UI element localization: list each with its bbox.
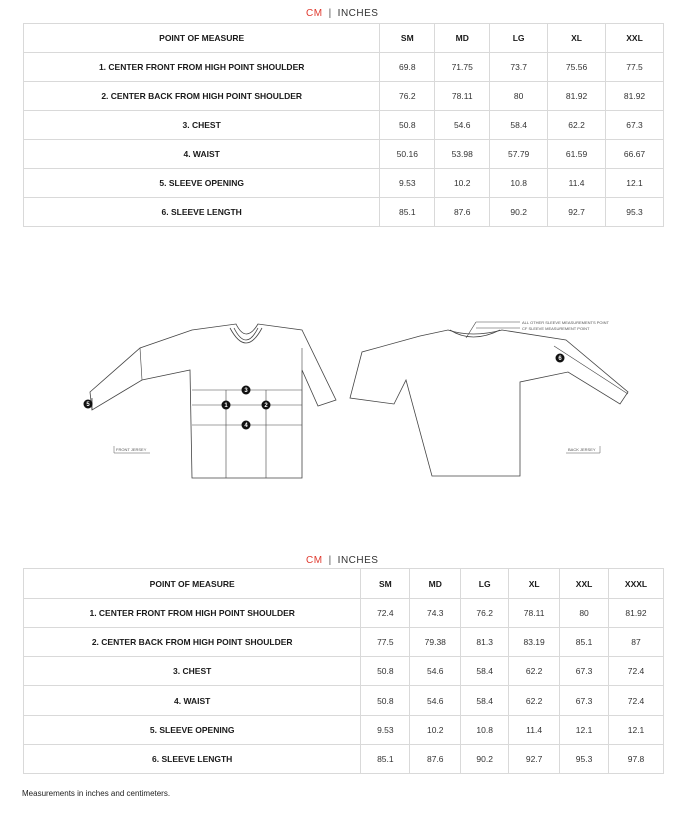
table-cell: 87.6 xyxy=(435,198,490,227)
table-row xyxy=(24,599,664,628)
column-header: MD xyxy=(435,24,490,53)
row-label: 5. SLEEVE OPENING xyxy=(24,716,361,745)
marker-label: 1 xyxy=(224,403,228,409)
table-row xyxy=(24,198,664,227)
row-label: 6. SLEEVE LENGTH xyxy=(24,198,380,227)
front-jersey-drawing xyxy=(90,324,336,478)
table-cell: 95.3 xyxy=(606,198,664,227)
table-cell: 62.2 xyxy=(509,657,560,686)
column-header: XXL xyxy=(606,24,664,53)
table-cell: 66.67 xyxy=(606,140,664,169)
measure-markers xyxy=(84,354,565,430)
table-cell: 85.1 xyxy=(361,745,410,774)
table-cell: 81.3 xyxy=(461,628,509,657)
table-header-row xyxy=(24,24,664,53)
column-header: SM xyxy=(380,24,435,53)
table-row xyxy=(24,140,664,169)
table-cell: 80 xyxy=(490,82,548,111)
column-header: POINT OF MEASURE xyxy=(24,24,380,53)
table-cell: 75.56 xyxy=(548,53,606,82)
table-cell: 76.2 xyxy=(380,82,435,111)
table-cell: 72.4 xyxy=(609,686,664,716)
table-cell: 12.1 xyxy=(606,169,664,198)
table-cell: 72.4 xyxy=(361,599,410,628)
table-cell: 62.2 xyxy=(548,111,606,140)
table-cell: 54.6 xyxy=(410,657,461,686)
table-cell: 78.11 xyxy=(509,599,560,628)
table-cell: 53.98 xyxy=(435,140,490,169)
table-cell: 10.2 xyxy=(435,169,490,198)
table-row xyxy=(24,82,664,111)
table-cell: 95.3 xyxy=(560,745,609,774)
table-cell: 54.6 xyxy=(435,111,490,140)
table-row xyxy=(24,111,664,140)
row-label: 4. WAIST xyxy=(24,686,361,716)
marker-label: 6 xyxy=(558,356,562,362)
marker-label: 4 xyxy=(244,423,248,429)
row-label: 2. CENTER BACK FROM HIGH POINT SHOULDER xyxy=(24,628,361,657)
marker-label: 5 xyxy=(86,402,90,408)
table-cell: 97.8 xyxy=(609,745,664,774)
table-cell: 71.75 xyxy=(435,53,490,82)
table-cell: 81.92 xyxy=(609,599,664,628)
table-cell: 50.8 xyxy=(361,657,410,686)
table-cell: 74.3 xyxy=(410,599,461,628)
column-header: LG xyxy=(461,569,509,599)
table-cell: 11.4 xyxy=(509,716,560,745)
table-cell: 9.53 xyxy=(380,169,435,198)
table-cell: 77.5 xyxy=(361,628,410,657)
table-cell: 83.19 xyxy=(509,628,560,657)
column-header: MD xyxy=(410,569,461,599)
table-cell: 80 xyxy=(560,599,609,628)
table-cell: 72.4 xyxy=(609,657,664,686)
table-cell: 58.4 xyxy=(490,111,548,140)
table-cell: 10.8 xyxy=(461,716,509,745)
table-cell: 76.2 xyxy=(461,599,509,628)
table-cell: 92.7 xyxy=(509,745,560,774)
table-cell: 78.11 xyxy=(435,82,490,111)
back-jersey-label: BACK JERSEY xyxy=(568,447,596,452)
table-cell: 62.2 xyxy=(509,686,560,716)
unit-separator: | xyxy=(328,555,332,566)
row-label: 2. CENTER BACK FROM HIGH POINT SHOULDER xyxy=(24,82,380,111)
sleeve-note-2: CF SLEEVE MEASUREMENT POINT xyxy=(522,326,590,331)
column-header: XL xyxy=(509,569,560,599)
table-cell: 92.7 xyxy=(548,198,606,227)
table-cell: 61.59 xyxy=(548,140,606,169)
table-row xyxy=(24,745,664,774)
table-cell: 12.1 xyxy=(609,716,664,745)
table-row xyxy=(24,686,664,716)
row-label: 1. CENTER FRONT FROM HIGH POINT SHOULDER xyxy=(24,53,380,82)
column-header: LG xyxy=(490,24,548,53)
table-cell: 67.3 xyxy=(606,111,664,140)
table-cell: 87.6 xyxy=(410,745,461,774)
table-row xyxy=(24,657,664,686)
table-cell: 73.7 xyxy=(490,53,548,82)
row-label: 3. CHEST xyxy=(24,111,380,140)
table-cell: 54.6 xyxy=(410,686,461,716)
size-table-1 xyxy=(23,23,664,227)
front-jersey-label: FRONT JERSEY xyxy=(116,447,147,452)
row-label: 6. SLEEVE LENGTH xyxy=(24,745,361,774)
table-row xyxy=(24,169,664,198)
row-label: 3. CHEST xyxy=(24,657,361,686)
inches-toggle[interactable]: INCHES xyxy=(337,555,379,566)
table-cell: 11.4 xyxy=(548,169,606,198)
table-cell: 87 xyxy=(609,628,664,657)
jersey-diagram xyxy=(80,300,640,490)
table-cell: 67.3 xyxy=(560,657,609,686)
sleeve-note-1: ALL OTHER SLEEVE MEASUREMENTS POINT xyxy=(522,320,609,325)
column-header: XL xyxy=(548,24,606,53)
marker-label: 2 xyxy=(264,403,268,409)
column-header: XXXL xyxy=(609,569,664,599)
table-cell: 79.38 xyxy=(410,628,461,657)
table-cell: 50.8 xyxy=(380,111,435,140)
row-label: 5. SLEEVE OPENING xyxy=(24,169,380,198)
table-cell: 85.1 xyxy=(560,628,609,657)
table-header-row xyxy=(24,569,664,599)
column-header: XXL xyxy=(560,569,609,599)
unit-toggle-1 xyxy=(306,8,378,19)
row-label: 4. WAIST xyxy=(24,140,380,169)
table-cell: 10.2 xyxy=(410,716,461,745)
table-cell: 67.3 xyxy=(560,686,609,716)
row-label: 1. CENTER FRONT FROM HIGH POINT SHOULDER xyxy=(24,599,361,628)
table-cell: 9.53 xyxy=(361,716,410,745)
table-cell: 57.79 xyxy=(490,140,548,169)
table-cell: 58.4 xyxy=(461,686,509,716)
table-cell: 85.1 xyxy=(380,198,435,227)
column-header: POINT OF MEASURE xyxy=(24,569,361,599)
table-row xyxy=(24,53,664,82)
table-cell: 77.5 xyxy=(606,53,664,82)
size-table-2 xyxy=(23,568,664,774)
table-cell: 90.2 xyxy=(461,745,509,774)
cm-toggle[interactable]: CM xyxy=(306,8,323,19)
table-row xyxy=(24,628,664,657)
marker-label: 3 xyxy=(244,388,248,394)
table-cell: 69.8 xyxy=(380,53,435,82)
table-cell: 10.8 xyxy=(490,169,548,198)
inches-toggle[interactable]: INCHES xyxy=(337,8,379,19)
table-cell: 50.16 xyxy=(380,140,435,169)
table-cell: 12.1 xyxy=(560,716,609,745)
table-cell: 81.92 xyxy=(606,82,664,111)
table-cell: 90.2 xyxy=(490,198,548,227)
footnote: Measurements in inches and centimeters. xyxy=(22,789,171,798)
table-cell: 81.92 xyxy=(548,82,606,111)
table-cell: 50.8 xyxy=(361,686,410,716)
cm-toggle[interactable]: CM xyxy=(306,555,323,566)
column-header: SM xyxy=(361,569,410,599)
table-cell: 58.4 xyxy=(461,657,509,686)
table-row xyxy=(24,716,664,745)
unit-toggle-2 xyxy=(306,555,378,566)
unit-separator: | xyxy=(328,8,332,19)
